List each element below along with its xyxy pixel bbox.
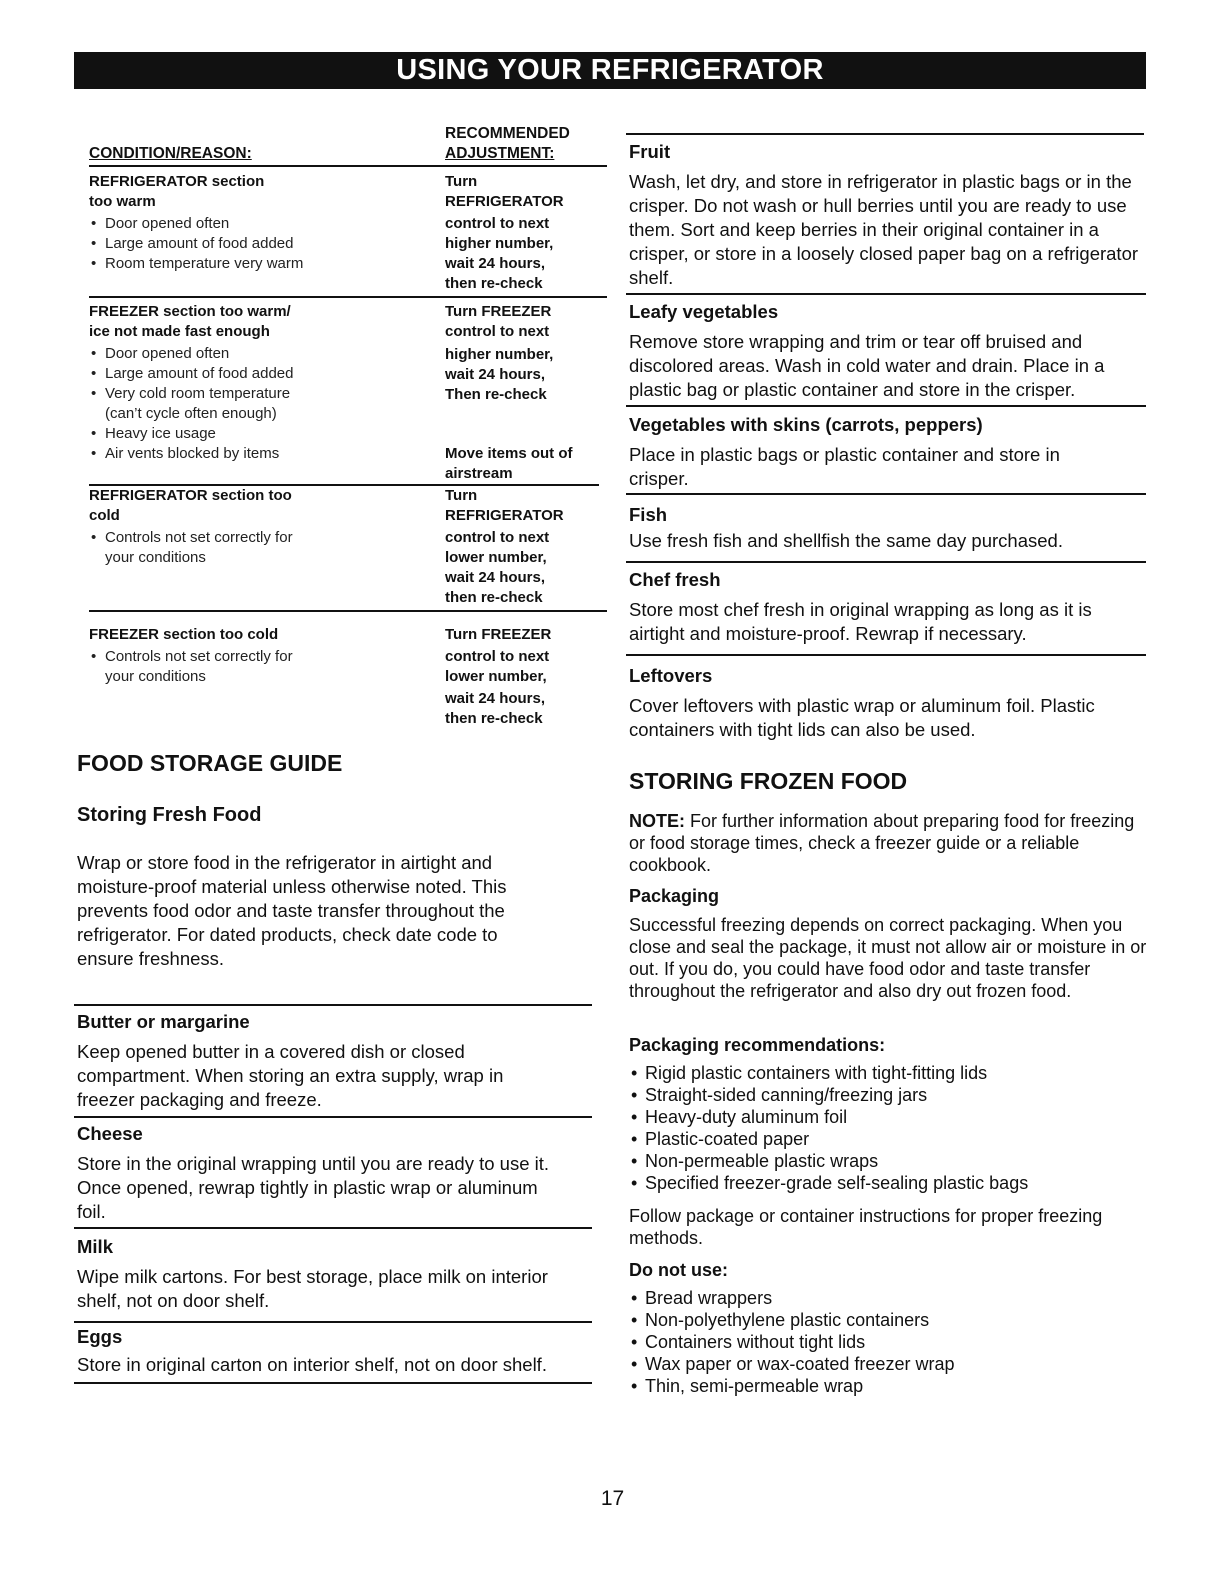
list-item: • Large amount of food added: [89, 234, 419, 254]
item-text: Wash, let dry, and store in refrigerator in plastic bags or in the crisper. Do not wash or hull berries until you are ready to use them. Sort and keep berries in their original container in a crisper, or store in a loosely closed paper bag on a refrigerator shelf.: [629, 171, 1139, 288]
section-rule: [626, 133, 1144, 135]
list-item: • Non-permeable plastic wraps: [629, 1150, 1149, 1172]
item-title: Milk: [77, 1236, 113, 1257]
row-adjustment: Turn REFRIGERATOR control to next higher number, wait 24 hours, then re-check: [445, 173, 564, 292]
condition-header: CONDITION/REASON:: [89, 145, 252, 162]
item-text: Store in the original wrapping until you are ready to use it. Once opened, rewrap tightly in plastic wrap or aluminum foil.: [77, 1153, 550, 1222]
list-item: • Controls not set correctly for your conditions: [89, 647, 325, 687]
item-text: Wipe milk cartons. For best storage, place milk on interior shelf, not on door shelf.: [77, 1266, 548, 1311]
list-item: • Very cold room temperature (can’t cycle often enough): [89, 384, 315, 424]
note-label: NOTE:: [629, 811, 685, 831]
item-text: Store most chef fresh in original wrapping as long as it is airtight and moisture-proof. Rewrap if necessary.: [629, 599, 1092, 644]
item-title: Fish: [629, 504, 668, 525]
do-not-use-title: Do not use:: [629, 1260, 728, 1280]
section-rule: [74, 1382, 592, 1384]
food-item-cheese: [77, 1122, 557, 1224]
item-text: Keep opened butter in a covered dish or closed compartment. When storing an extra supply, wrap in freezer packaging and freeze.: [77, 1041, 504, 1110]
section-rule: [626, 654, 1146, 656]
food-item-eggs: [77, 1325, 597, 1377]
food-item-vegetables: [629, 413, 1151, 491]
do-not-use-list: [629, 1287, 1149, 1397]
packaging-text: Successful freezing depends on correct packaging. When you close and seal the package, it must not allow air or moisture in or out. If you do, you could have food odor and taste transfer throughout the refrigerator and also dry out frozen food.: [629, 915, 1147, 1001]
list-item: • Thin, semi-permeable wrap: [629, 1375, 1149, 1397]
list-item: • Bread wrappers: [629, 1287, 1149, 1309]
food-item-leftovers: [629, 664, 1151, 742]
list-item: • Containers without tight lids: [629, 1331, 1149, 1353]
item-title: Butter or margarine: [77, 1011, 250, 1032]
list-item: • Rigid plastic containers with tight-fitting lids: [629, 1062, 1149, 1084]
fresh-food-intro: Wrap or store food in the refrigerator in airtight and moisture-proof material unless otherwise noted. This prevents food odor and taste transfer throughout the refrigerator. For dated products, check date code to ensure freshness.: [77, 852, 507, 969]
recommendations-list: [629, 1062, 1149, 1194]
row-title: FREEZER section too cold: [89, 626, 279, 643]
list-item: • Room temperature very warm: [89, 254, 419, 274]
list-item: • Controls not set correctly for your conditions: [89, 528, 325, 568]
item-title: Vegetables with skins (carrots, peppers): [629, 414, 983, 435]
list-item: • Specified freezer-grade self-sealing plastic bags: [629, 1172, 1149, 1194]
list-item: • Door opened often: [89, 214, 419, 234]
note-text: For further information about preparing food for freezing or food storage times, check a freezer guide or a reliable cookbook.: [629, 811, 1135, 875]
frozen-food-heading: STORING FROZEN FOOD: [629, 768, 908, 794]
table-row: [89, 486, 419, 568]
row-adjustment-secondary: Move items out of airstream: [445, 445, 573, 482]
item-title: Chef fresh: [629, 569, 721, 590]
food-item-milk: [77, 1235, 592, 1313]
row-title: FREEZER section too warm/ ice not made fast enough: [89, 303, 291, 340]
food-item-fruit: [629, 140, 1151, 290]
row-rule: [89, 610, 607, 612]
food-item-butter: [77, 1010, 547, 1112]
fresh-food-subheading: Storing Fresh Food: [77, 804, 262, 826]
item-text: Store in original carton on interior shelf, not on door shelf.: [77, 1354, 547, 1375]
row-title: REFRIGERATOR section too cold: [89, 487, 292, 524]
list-item: • Wax paper or wax-coated freezer wrap: [629, 1353, 1149, 1375]
row-adjustment: Turn REFRIGERATOR control to next lower number, wait 24 hours, then re-check: [445, 487, 564, 606]
section-rule: [626, 493, 1146, 495]
food-item-chef-fresh: [629, 568, 1151, 646]
table-row: [89, 302, 419, 464]
list-item: • Door opened often: [89, 344, 419, 364]
row-title: REFRIGERATOR section too warm: [89, 173, 265, 210]
section-rule: [74, 1321, 592, 1323]
list-item: • Heavy-duty aluminum foil: [629, 1106, 1149, 1128]
list-item: • Non-polyethylene plastic containers: [629, 1309, 1149, 1331]
row-adjustment: Turn FREEZER control to next higher number, wait 24 hours, Then re-check: [445, 303, 554, 403]
row-rule: [89, 296, 607, 298]
adjustment-header-line2: ADJUSTMENT:: [445, 145, 555, 162]
item-text: Remove store wrapping and trim or tear off bruised and discolored areas. Wash in cold water and drain. Place in a plastic bag or plastic container and store in the crisper.: [629, 331, 1105, 400]
item-title: Fruit: [629, 141, 671, 162]
list-item: • Straight-sided canning/freezing jars: [629, 1084, 1149, 1106]
item-title: Leafy vegetables: [629, 301, 779, 322]
list-item: • Plastic-coated paper: [629, 1128, 1149, 1150]
list-item: • Air vents blocked by items: [89, 444, 419, 464]
list-item: • Large amount of food added: [89, 364, 419, 384]
table-row: [89, 625, 419, 687]
food-guide-heading: FOOD STORAGE GUIDE: [77, 750, 343, 776]
section-rule: [626, 293, 1146, 295]
section-rule: [74, 1116, 592, 1118]
header-rule: [89, 165, 607, 167]
frozen-note: [629, 810, 1149, 876]
follow-instructions-text: Follow package or container instructions for proper freezing methods.: [629, 1206, 1103, 1248]
list-item: • Heavy ice usage: [89, 424, 419, 444]
food-item-leafy: [629, 300, 1151, 402]
item-title: Eggs: [77, 1326, 123, 1347]
item-text: Use fresh fish and shellfish the same day purchased.: [629, 530, 1063, 551]
section-rule: [626, 405, 1146, 407]
section-rule: [626, 561, 1146, 563]
item-text: Cover leftovers with plastic wrap or aluminum foil. Plastic containers with tight lids can also be used.: [629, 695, 1095, 740]
item-title: Leftovers: [629, 665, 713, 686]
adjustment-header-line1: RECOMMENDED: [445, 125, 570, 142]
item-title: Cheese: [77, 1123, 143, 1144]
packaging-title: Packaging: [629, 886, 720, 906]
section-rule: [74, 1004, 592, 1006]
row-adjustment: Turn FREEZER control to next lower number, wait 24 hours, then re-check: [445, 626, 552, 727]
page-number: 17: [600, 1487, 625, 1510]
table-row: [89, 172, 419, 274]
recommendations-title: Packaging recommendations:: [629, 1035, 886, 1055]
page-banner: USING YOUR REFRIGERATOR: [74, 52, 1146, 89]
food-item-fish: [629, 503, 1151, 553]
section-rule: [74, 1227, 592, 1229]
item-text: Place in plastic bags or plastic container and store in crisper.: [629, 444, 1060, 489]
